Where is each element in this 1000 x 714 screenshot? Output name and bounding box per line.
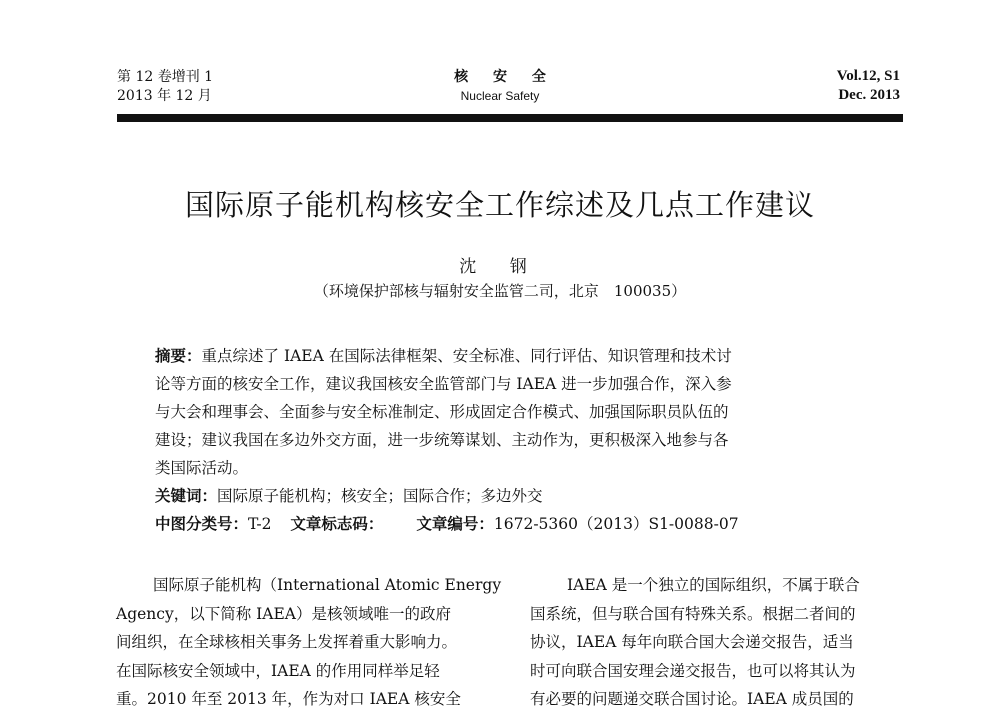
- clc-label: 中图分类号：: [155, 515, 249, 533]
- body-line: 国际原子能机构（International Atomic Energy: [153, 576, 502, 594]
- body-line: IAEA 是一个独立的国际组织，不属于联合: [567, 576, 860, 594]
- volume-cn: 第 12 卷增刊 1: [117, 69, 214, 85]
- abstract: [155, 342, 855, 538]
- body-line: Agency，以下简称 IAEA）是核领域唯一的政府: [116, 604, 451, 623]
- abstract-text: 重点综述了 IAEA 在国际法律框架、安全标准、同行评估、知识管理和技术讨: [201, 347, 732, 365]
- body-line: 间组织，在全球核相关事务上发挥着重大影响力。: [116, 633, 458, 651]
- keywords: [155, 482, 855, 510]
- article-no-value: 1672-5360（2013）S1-0088-07: [493, 515, 739, 533]
- author-name: 沈 钢: [459, 257, 541, 277]
- body-left-column: [116, 571, 502, 714]
- header-left: [117, 68, 213, 106]
- body-line: 在国际核安全领域中，IAEA 的作用同样举足轻: [116, 661, 440, 680]
- abstract-line: 类国际活动。: [155, 459, 249, 477]
- clc-value: T-2: [248, 515, 272, 533]
- date-cn: 2013 年 12 月: [117, 88, 212, 104]
- body-line: 国系统，但与联合国有特殊关系。根据二者间的: [530, 604, 856, 623]
- abstract-line: 建设；建议我国在多边外交方面，进一步统筹谋划、主动作为，更积极深入地参与各: [155, 431, 729, 449]
- header-rule: [117, 114, 903, 122]
- doc-code-label: 文章标志码：: [290, 515, 384, 533]
- journal-name-en: Nuclear Safety: [460, 89, 540, 103]
- article-title: 国际原子能机构核安全工作综述及几点工作建议: [184, 188, 815, 222]
- abstract-line: 与大会和理事会、全面参与安全标准制定、形成固定合作模式、加强国际职员队伍的: [155, 403, 729, 421]
- header-right: [837, 67, 900, 105]
- body-line: 有必要的问题递交联合国讨论。IAEA 成员国的: [530, 690, 854, 708]
- article-no-label: 文章编号：: [416, 515, 494, 533]
- abstract-line: [155, 342, 855, 370]
- keywords-text: 国际原子能机构；核安全；国际合作；多边外交: [217, 487, 543, 505]
- journal-name-cn: 核 安 全: [454, 69, 556, 85]
- abstract-line: 论等方面的核安全工作，建议我国核安全监管部门与 IAEA 进一步加强合作，深入参: [155, 375, 732, 393]
- keywords-label: 关键词：: [155, 487, 218, 505]
- classification: [155, 510, 855, 538]
- body-line: 时可向联合国安理会递交报告，也可以将其认为: [530, 661, 856, 680]
- abstract-label: 摘要：: [155, 347, 202, 365]
- body-right-column: [530, 571, 910, 714]
- volume-en: Vol.12, S1: [836, 68, 900, 84]
- body-line: 重。2010 年至 2013 年，作为对口 IAEA 核安全: [116, 690, 461, 708]
- body-line: 协议，IAEA 每年向联合国大会递交报告，适当: [530, 633, 854, 651]
- header-center: [400, 68, 600, 106]
- author-affiliation: （环境保护部核与辐射安全监管二司，北京 100035）: [313, 282, 687, 300]
- date-en: Dec. 2013: [838, 87, 900, 103]
